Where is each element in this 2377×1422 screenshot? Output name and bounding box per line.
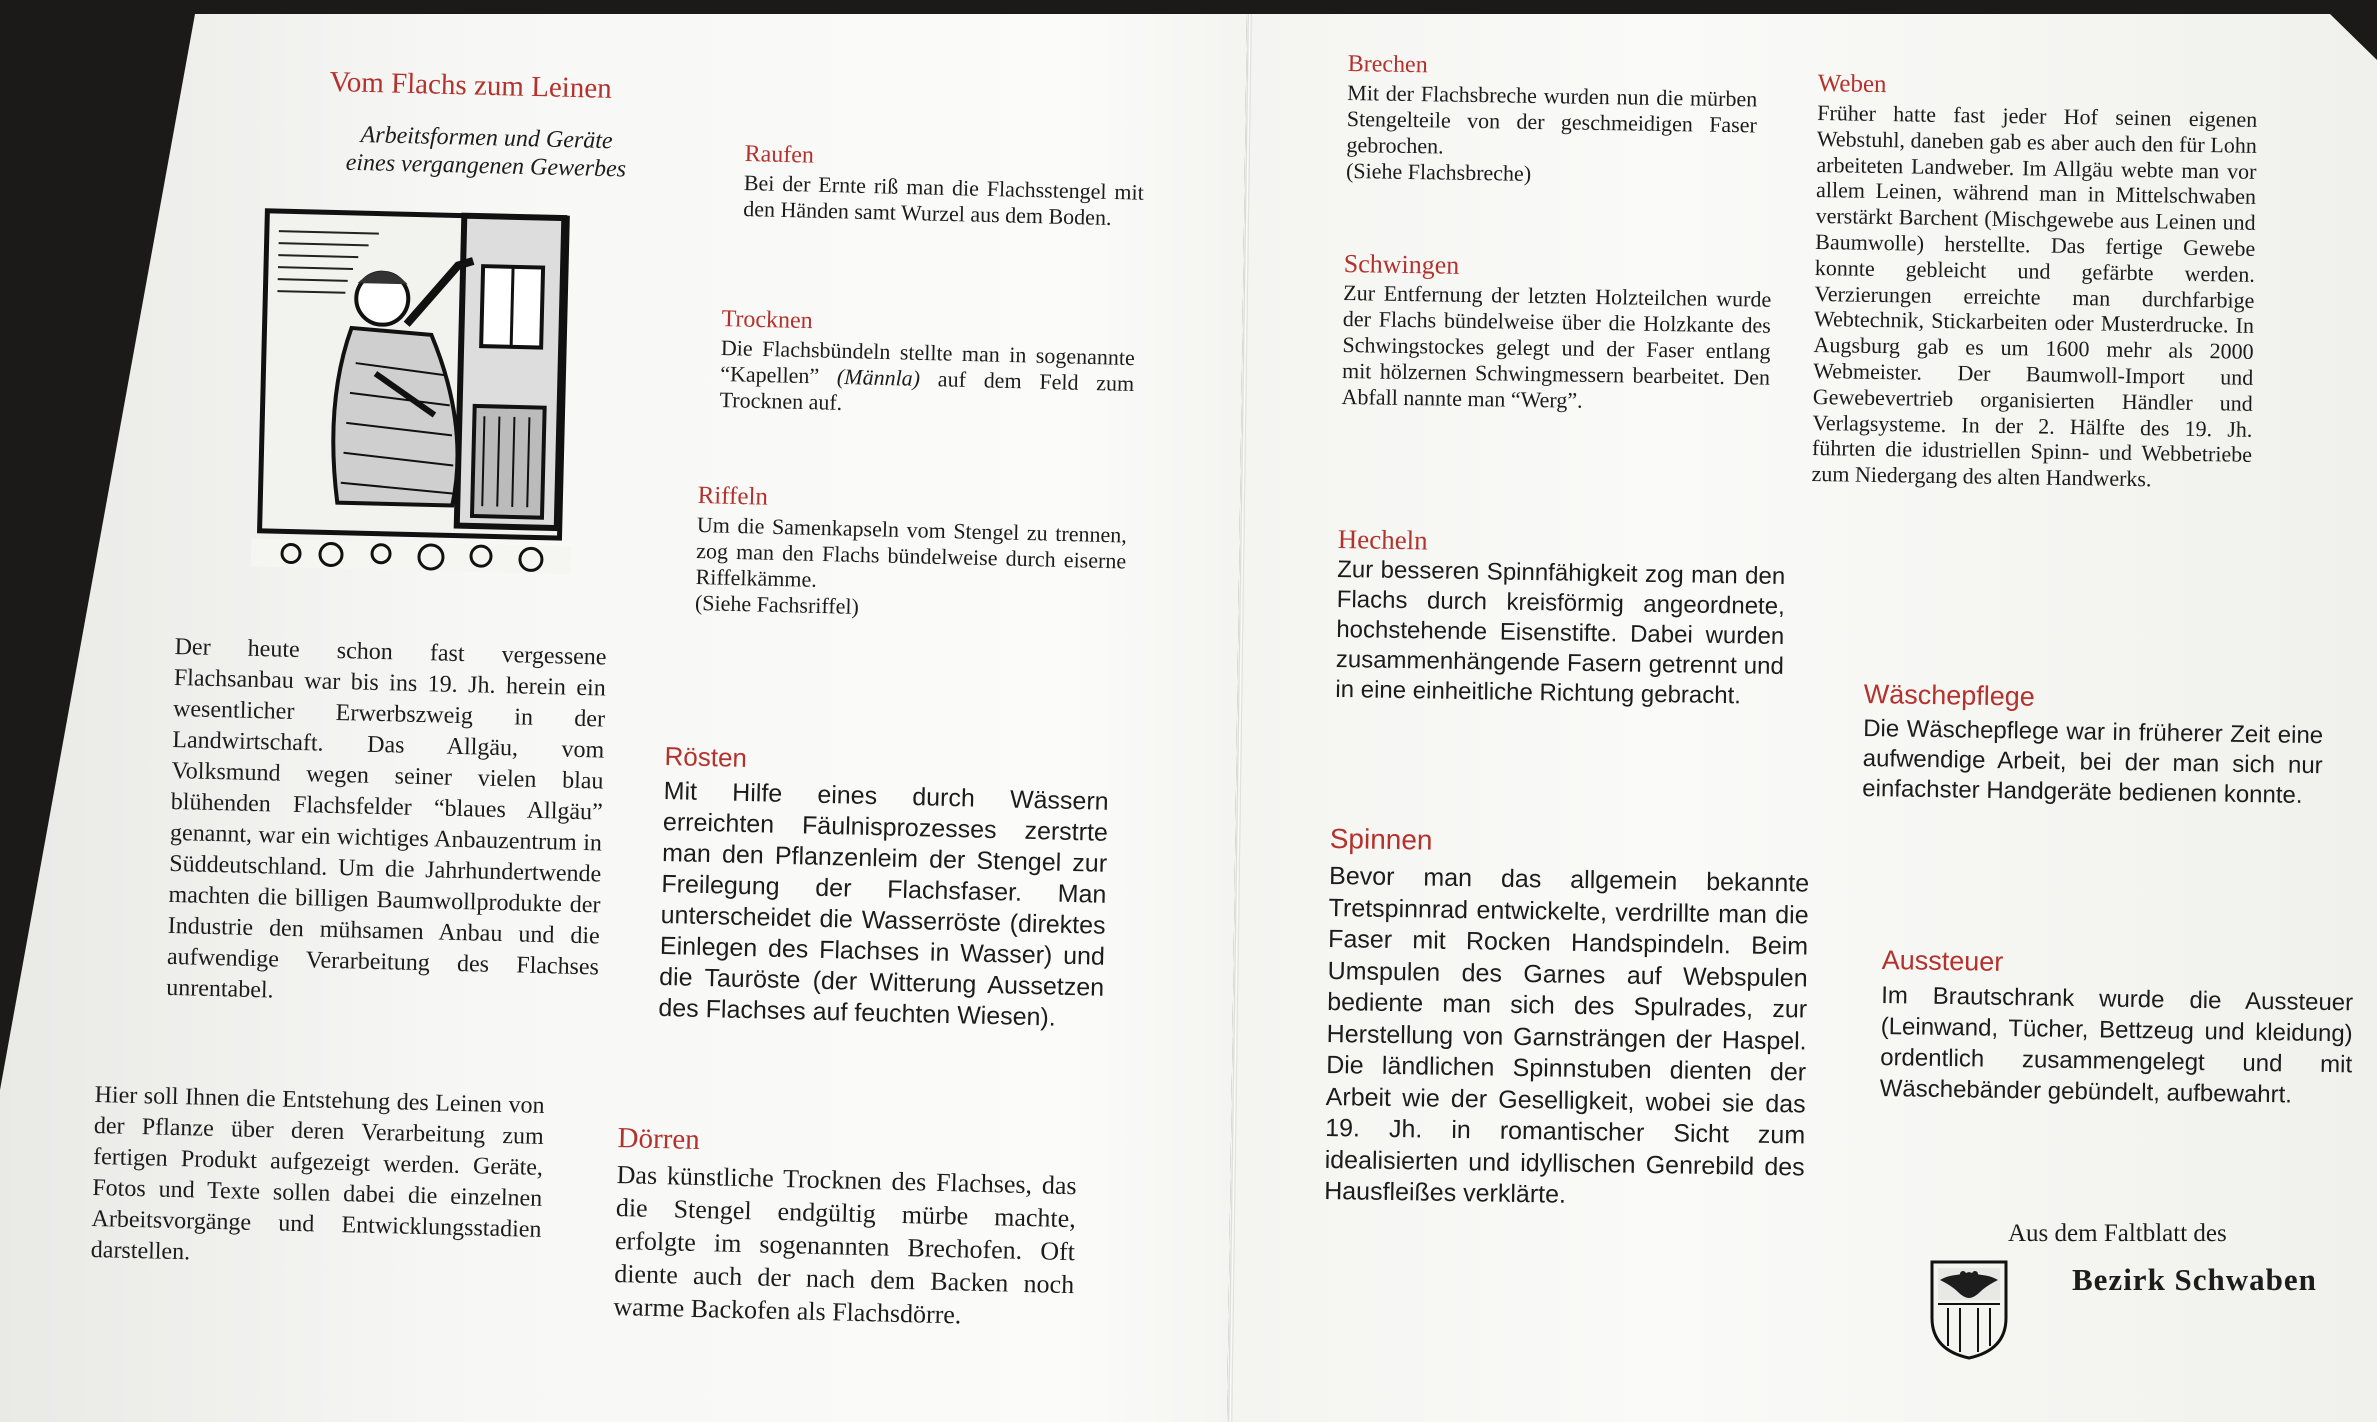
text-trocknen-a: Die Flachsbündeln stellte man in sogenannte “Kapellen”: [719, 334, 1136, 389]
subtitle-line-2: eines vergangenen Gewerbes: [345, 149, 627, 183]
footer-source-line: Aus dem Faltblatt des: [2008, 1220, 2227, 1247]
section-brechen: [1346, 48, 1758, 190]
text-trocknen-c: auf dem Feld zum Trocknen auf.: [719, 366, 1135, 415]
text-riffeln: Um die Samenkapseln vom Stengel zu trennen, zog man den Flachs bündelweise durch eiserne Riffelkämme.: [695, 511, 1128, 592]
text-roesten: Mit Hilfe eines durch Wässern erreichten Fäulnisprozesses zerstrte man den Pflanzenleim der Stengel zur Freilegung der Flachsfaser. Man unterscheidet die Wasserröste (direktes Einlegen des Flachses in Wasser) und die Tauröste (der Witterung Aussetzen des Flachses auf feuchten Wiesen).: [658, 776, 1109, 1032]
text-brechen: Mit der Flachsbreche wurden nun die mürben Stengelteile von der geschmeidigen Faser gebrochen.: [1346, 79, 1758, 159]
heading-doerren: Dörren: [617, 1122, 701, 1156]
section-weben: [1811, 68, 2258, 494]
text-aussteuer: Im Brautschrank wurde die Aussteuer (Leinwand, Tücher, Bettzeug und kleidung) ordentlich zusammengelegt und mit Wäschebänder gebündelt, aufbewahrt.: [1879, 981, 2354, 1109]
section-spinnen: [1324, 823, 1810, 1215]
intro-text-2: Hier soll Ihnen die Entstehung des Leinen von der Pflanze über deren Verarbeitung zum fertigen Produkt aufgezeigt werden. Geräte, Fotos und Texte sollen dabei die einzelnen Arbeitsvorgänge und Entwicklungsstadien darstellen.: [90, 1081, 545, 1266]
heading-riffeln: Riffeln: [697, 481, 769, 511]
text-raufen: Bei der Ernte riß man die Flachsstengel mit den Händen samt Wurzel aus dem Boden.: [742, 169, 1145, 230]
page-title: Vom Flachs zum Leinen: [329, 66, 613, 105]
woodcut-illustration-icon: [250, 201, 619, 585]
heading-roesten: Rösten: [664, 740, 748, 774]
section-schwingen: [1341, 248, 1771, 417]
heading-schwingen: Schwingen: [1343, 248, 1460, 280]
text-hecheln: Zur besseren Spinnfähigkeit zog man den Flachs durch kreisförmig angeordnete, hochstehende Eisenstifte. Dabei wurden zusammenhängende Fasern getrennt und in eine einheitliche Richtung gebracht.: [1335, 555, 1786, 710]
heading-spinnen: Spinnen: [1329, 823, 1433, 856]
section-waesche: [1862, 678, 2324, 811]
coat-of-arms-icon: [1928, 1258, 2010, 1360]
subtitle-line-1: Arbeitsformen und Geräte: [360, 122, 613, 155]
text-weben: Früher hatte fast jeder Hof seinen eigenen Webstuhl, daneben gab es aber auch den für Lohn arbeiteten Landweber. Im Allgäu webte man vor allem Leinen, während man in Mittelschwaben verstärkt Barchent (Mischgewebe aus Leinen und Baumwolle) herstellte. Das fertige Gewebe konnte gebleicht und gefärbte werden. Verzierungen erreichte man durchfarbige Webtechnik, Stickarbeiten oder Musterdrucke. In Augsburg gab es um 1600 mehr als 2000 Webmeister. Der Baumwoll-Import und Gewebevertrieb organisierten Händler und Verlagsysteme. In der 2. Hälfte des 19. Jh. führten die idustriellen Spinn- und Webbetriebe zum Niedergang des alten Handwerks.: [1811, 99, 2258, 492]
text-trocknen: [719, 335, 1135, 423]
intro-paragraph-1: [166, 632, 607, 1014]
text-waesche: Die Wäschepflege war in früherer Zeit eine aufwendige Arbeit, bei der man sich nur einfachster Handgeräte bedienen konnte.: [1862, 714, 2324, 809]
heading-hecheln: Hecheln: [1337, 523, 1428, 556]
heading-raufen: Raufen: [744, 140, 815, 169]
heading-brechen: Brechen: [1347, 50, 1428, 79]
text-trocknen-b: (Männla): [836, 363, 921, 391]
intro-paragraph-2: [90, 1080, 544, 1277]
footer-source: [2008, 1220, 2328, 1248]
heading-waesche: Wäschepflege: [1863, 678, 2036, 712]
intro-text-1: Der heute schon fast vergessene Flachsanbau war bis ins 19. Jh. herein ein wesentlicher Erwerbszweig in der Landwirtschaft. Das Allgäu, vom Volksmund wegen seiner vielen blau blühenden Flachsfelder “blaues Allgäu” genannt, war ein wichtiges Anbauzentrum in Süddeutschland. Um die Jahrhundertwende machten die billigen Baumwollprodukte der Industrie den mühsamen Anbau und die aufwendige Verarbeitung des Flachses unrentabel.: [165, 633, 607, 1004]
subtitle-block: [317, 120, 656, 184]
section-doerren: [613, 1122, 1078, 1334]
section-riffeln: [695, 480, 1128, 626]
footer-publisher: Bezirk Schwaben: [2072, 1262, 2317, 1297]
section-hecheln: [1335, 523, 1786, 712]
section-roesten: [658, 740, 1110, 1035]
heading-trocknen: Trocknen: [721, 305, 814, 335]
heading-aussteuer: Aussteuer: [1881, 944, 2004, 977]
section-trocknen: [719, 303, 1136, 423]
text-spinnen: Bevor man das allgemein bekannte Tretspinnrad entwickelte, verdrillte man die Faser mit Rocken Handspindeln. Beim Umspulen des Garnes auf Webspulen bediente man sich des Spulrades, zur Herstellung von Garnsträngen der Haspel. Die ländlichen Spinnstuben dienten der Arbeit wie der Geselligkeit, wobei sie das 19. Jh. in romantischer Sicht zum idealisierten und idyllischen Genrebild des Hausfleißes verklärte.: [1323, 861, 1810, 1209]
section-raufen: [743, 138, 1145, 232]
note-riffeln: (Siehe Fachsriffel): [694, 589, 860, 619]
note-brechen: (Siehe Flachsbreche): [1345, 157, 1532, 186]
text-schwingen: Zur Entfernung der letzten Holzteilchen wurde der Flachs bündelweise über die Holzkante des Schwingstockes gelegt und der Faser entlang mit hölzernen Schwingmessern bearbeitet. Den Abfall nannte man “Werg”.: [1341, 279, 1772, 413]
section-aussteuer: [1879, 944, 2353, 1111]
heading-weben: Weben: [1817, 69, 1887, 99]
text-doerren: Das künstliche Trocknen des Flachses, das die Stengel endgültig mürbe machte, erfolgte im sogenannten Brechofen. Oft diente auch der nach dem Backen noch warme Backofen als Flachsdörre.: [613, 1159, 1077, 1330]
